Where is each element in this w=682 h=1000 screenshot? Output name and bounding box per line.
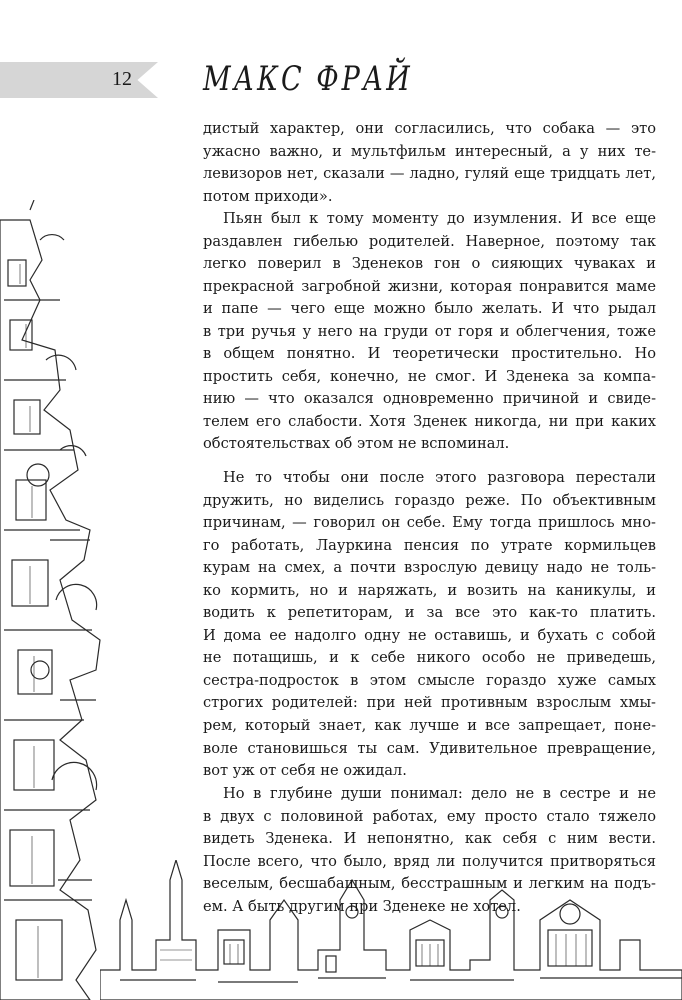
text-line: в двух с половиной работах, ему просто стало тяжело <box>203 807 656 825</box>
city-illustration-left <box>0 200 110 1000</box>
text-line: прекрасной загробной жизни, которая понравится маме <box>203 277 656 295</box>
text-line: легко поверил в Зденеков гон о сияющих чуваках и <box>203 255 656 273</box>
text-line: Но в глубине души понимал: дело не в сестре и не <box>223 785 656 802</box>
text-line: го работать, Лауркина пенсия по утрате кормильцев <box>203 536 656 554</box>
text-line: веселым, бесшабашным, бесстрашным и легким на подъ- <box>203 875 656 893</box>
text-line: потом приходи». <box>203 187 333 205</box>
text-line: курам на смех, а почти взрослую девицу надо не толь- <box>203 559 656 577</box>
text-line: в три ручья у него на груди от горя и облегчения, тоже <box>203 322 656 340</box>
text-line: ем. А быть другим при Зденеке не хотел. <box>203 897 521 915</box>
text-line: телем его слабости. Хотя Зденек никогда, ни при каких <box>203 412 656 430</box>
author-name: МАКС ФРАЙ <box>203 60 413 99</box>
text-line: После всего, что было, вряд ли получится притворяться <box>203 852 656 870</box>
text-line: рем, который знает, как лучше и все запрещает, поне- <box>203 717 656 735</box>
text-line: строгих родителей: при ней противным взрослым хмы- <box>203 694 656 712</box>
text-line: обстоятельствах об этом не вспоминал. <box>203 435 510 453</box>
text-line: Не то чтобы они после этого разговора перестали <box>223 469 656 486</box>
text-line: водить к репетиторам, и за все это как-то платить. <box>203 604 656 622</box>
page-number-tab <box>0 62 158 98</box>
text-line: дистый характер, они согласились, что собака — это <box>203 120 656 137</box>
text-line: не потащишь, и к себе никого особо не приведешь, <box>203 649 656 667</box>
text-line: раздавлен гибелью родителей. Наверное, поэтому так <box>203 232 656 250</box>
text-line: простить себя, конечно, не смог. И Зденека за компа- <box>203 367 656 385</box>
paragraph <box>203 208 656 456</box>
text-line: нию — что оказался одновременно причиной и свиде- <box>203 390 656 408</box>
text-line: вот уж от себя не ожидал. <box>203 762 407 780</box>
paragraph <box>203 118 656 208</box>
text-line: левизоров нет, сказали — ладно, гуляй еще тридцать лет, <box>203 165 656 183</box>
text-line: сестра-подросток в этом смысле гораздо хуже самых <box>203 671 656 689</box>
page-number: 12 <box>112 68 132 90</box>
text-line: Пьян был к тому моменту до изумления. И все еще <box>223 210 656 227</box>
text-line: воле становишься ты сам. Удивительное превращение, <box>203 739 656 757</box>
text-line: и папе — чего еще можно было желать. И что рыдал <box>203 300 656 318</box>
paragraph <box>203 783 656 918</box>
paragraph <box>203 467 656 783</box>
text-line: причинам, — говорил он себе. Ему тогда пришлось мно- <box>203 514 656 532</box>
text-line: ужасно важно, и мультфильм интересный, а у них те- <box>203 142 656 160</box>
text-line: ко кормить, но и наряжать, и возить на каникулы, и <box>203 581 656 599</box>
text-line: в общем понятно. И теоретически простительно. Но <box>203 345 656 363</box>
text-line: дружить, но виделись гораздо реже. По объективным <box>203 491 656 509</box>
text-line: И дома ее надолго одну не оставишь, и бухать с собой <box>203 626 656 644</box>
text-line: видеть Зденека. И непонятно, как себя с ним вести. <box>203 830 656 848</box>
